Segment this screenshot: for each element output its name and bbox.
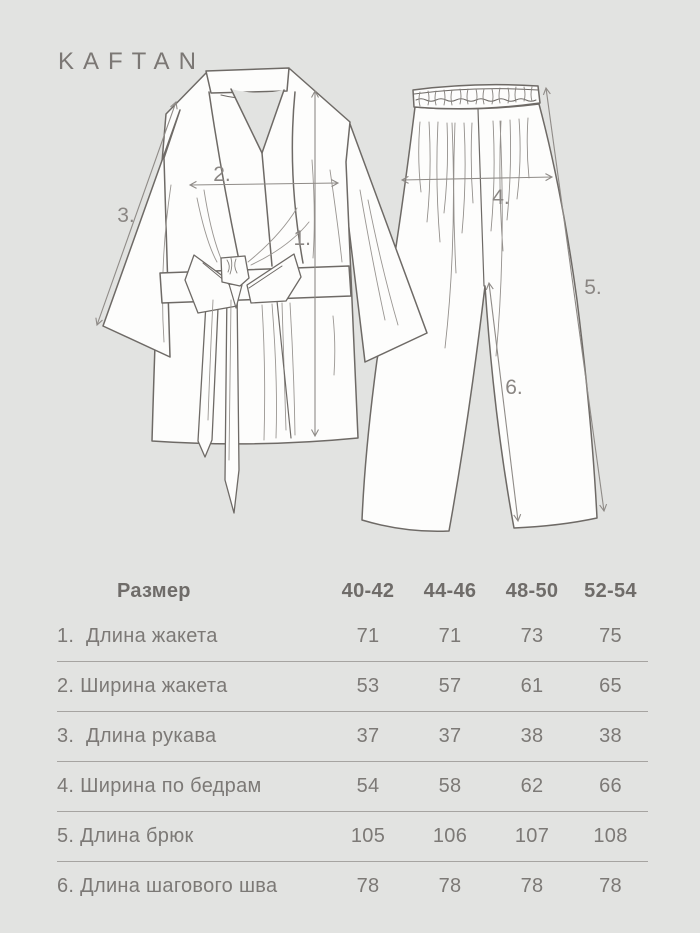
- row-value: 78: [520, 875, 544, 897]
- row-label: 2. Ширина жакета: [57, 675, 228, 697]
- pants-waistband: [413, 85, 540, 109]
- row-value: 58: [438, 775, 462, 797]
- column-header-size: Размер: [117, 579, 191, 602]
- row-value: 105: [350, 825, 386, 847]
- row-value: 65: [599, 675, 622, 697]
- measure-label-6: 6.: [505, 376, 523, 399]
- table-row-jacket-width: [57, 662, 648, 712]
- table-row-hip-width: [57, 762, 648, 812]
- row-value: 108: [593, 825, 628, 847]
- brand-logo: KAFTAN: [58, 48, 205, 75]
- measure-label-5: 5.: [584, 276, 602, 299]
- row-label: 6. Длина шагового шва: [57, 875, 278, 897]
- row-value: 71: [356, 625, 380, 647]
- row-value: 106: [432, 825, 468, 847]
- row-label: 5. Длина брюк: [57, 825, 194, 847]
- row-value: 78: [438, 875, 462, 897]
- table-row-sleeve-length: [57, 712, 648, 762]
- row-label: 4. Ширина по бедрам: [57, 775, 262, 797]
- row-value: 38: [599, 725, 622, 747]
- column-header-44-46: 44-46: [423, 579, 477, 602]
- row-value: 66: [599, 775, 622, 797]
- row-value: 107: [514, 825, 550, 847]
- belt-tie-right: [225, 287, 239, 513]
- jacket-collar: [206, 68, 289, 93]
- measure-label-2: 2.: [213, 163, 231, 186]
- column-header-48-50: 48-50: [505, 579, 559, 602]
- table-header-row: [57, 570, 648, 612]
- size-table: [0, 570, 700, 911]
- measure-label-3: 3.: [117, 204, 135, 227]
- row-value: 54: [356, 775, 380, 797]
- row-value: 38: [520, 725, 544, 747]
- row-value: 62: [520, 775, 544, 797]
- row-value: 73: [520, 625, 544, 647]
- row-value: 75: [599, 625, 622, 647]
- row-value: 78: [599, 875, 622, 897]
- row-value: 61: [520, 675, 544, 697]
- table-row-inseam-length: [57, 862, 648, 911]
- column-header-40-42: 40-42: [341, 579, 395, 602]
- measure-label-1: 1.: [293, 227, 311, 250]
- row-value: 53: [356, 675, 380, 697]
- row-value: 78: [356, 875, 380, 897]
- table-row-pants-length: [57, 812, 648, 862]
- column-header-52-54: 52-54: [584, 579, 637, 602]
- row-value: 37: [438, 725, 462, 747]
- measure-label-4: 4.: [492, 186, 510, 209]
- row-label: 1. Длина жакета: [57, 625, 218, 647]
- row-value: 57: [438, 675, 462, 697]
- row-value: 37: [356, 725, 380, 747]
- table-row-jacket-length: [57, 612, 648, 662]
- row-value: 71: [438, 625, 462, 647]
- row-label: 3. Длина рукава: [57, 725, 217, 747]
